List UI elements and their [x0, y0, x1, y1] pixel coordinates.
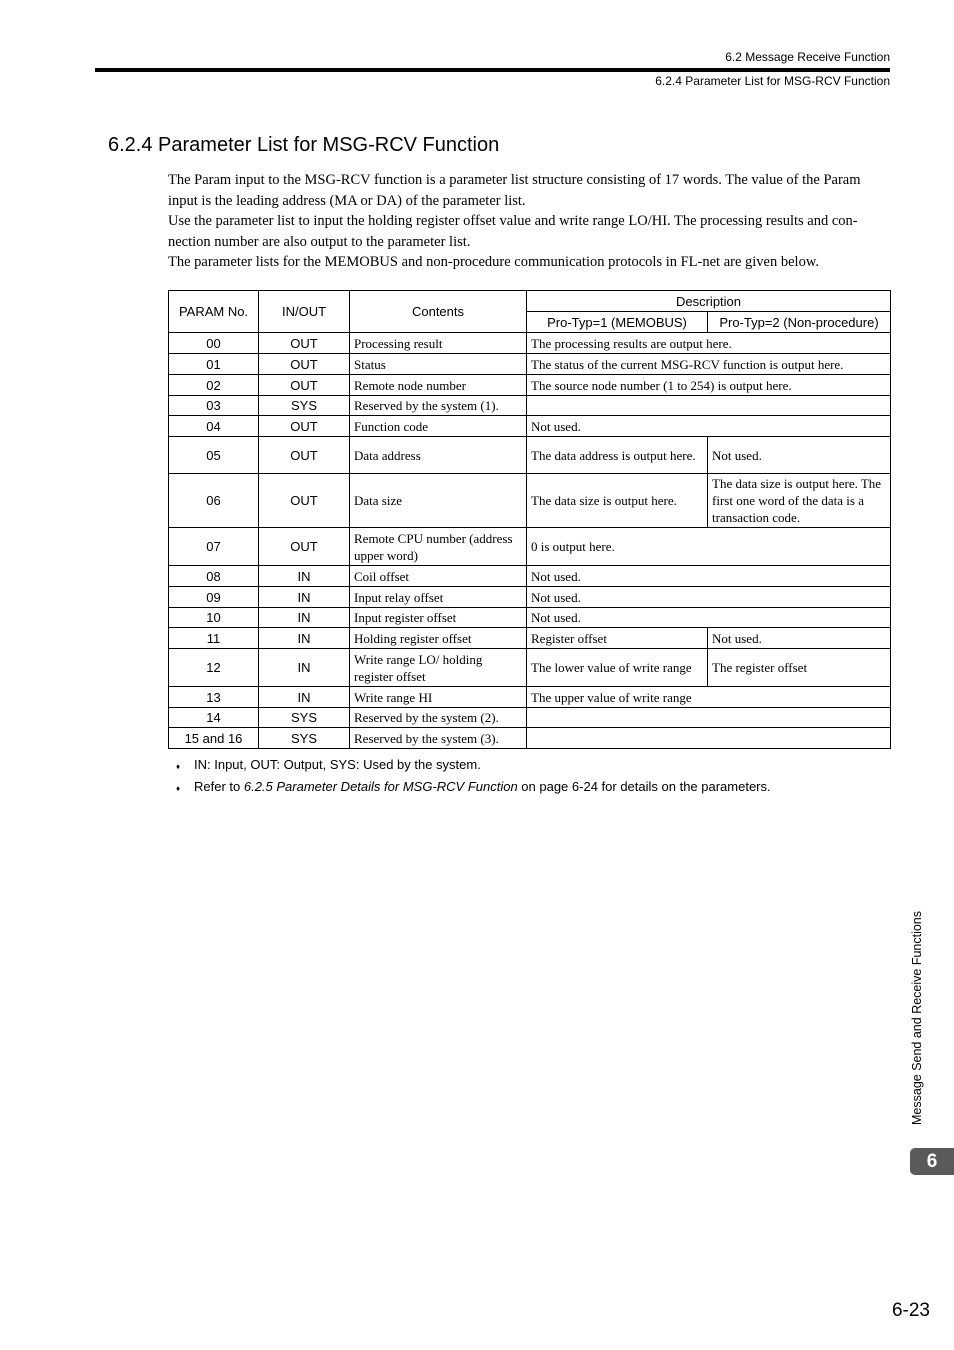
note-suffix: on page 6-24 for details on the parameters. — [517, 778, 771, 794]
param-contents: Holding register offset — [350, 628, 527, 649]
param-no: 03 — [169, 396, 259, 416]
param-description: The upper value of write range — [527, 687, 891, 708]
header-contents: Contents — [350, 291, 527, 333]
param-description: Not used. — [527, 566, 891, 587]
diamond-bullet-icon: ♦ — [176, 783, 181, 793]
header-param-no: PARAM No. — [169, 291, 259, 333]
param-description: 0 is output here. — [527, 528, 891, 566]
chapter-number-tab: 6 — [910, 1148, 954, 1175]
intro-paragraph-3: The parameter lists for the MEMOBUS and non-procedure communication protocols in FL-net are given below. — [168, 254, 819, 270]
param-description: Not used. — [527, 587, 891, 608]
note-item — [176, 777, 771, 799]
param-no: 02 — [169, 375, 259, 396]
table-notes — [176, 755, 771, 798]
param-description — [527, 728, 891, 749]
table-row — [169, 416, 891, 437]
param-io: IN — [259, 566, 350, 587]
param-contents: Coil offset — [350, 566, 527, 587]
param-no: 05 — [169, 437, 259, 474]
param-io: IN — [259, 587, 350, 608]
table-row — [169, 375, 891, 396]
param-no: 07 — [169, 528, 259, 566]
param-no: 04 — [169, 416, 259, 437]
param-io: IN — [259, 649, 350, 687]
table-row — [169, 628, 891, 649]
param-io: OUT — [259, 333, 350, 354]
table-row — [169, 649, 891, 687]
param-no: 00 — [169, 333, 259, 354]
param-description — [527, 396, 891, 416]
table-row — [169, 396, 891, 416]
param-contents: Input relay offset — [350, 587, 527, 608]
chapter-side-title: Message Send and Receive Functions — [910, 910, 924, 1125]
param-contents: Write range HI — [350, 687, 527, 708]
param-contents: Remote CPU number (address upper word) — [350, 528, 527, 566]
param-description: Not used. — [527, 416, 891, 437]
note-prefix: Refer to — [194, 778, 244, 794]
param-description — [527, 708, 891, 728]
table-row — [169, 474, 891, 528]
param-contents: Remote node number — [350, 375, 527, 396]
param-description: The source node number (1 to 254) is output here. — [527, 375, 891, 396]
param-io: OUT — [259, 416, 350, 437]
param-description-memobus: The data address is output here. — [527, 437, 708, 474]
param-no: 15 and 16 — [169, 728, 259, 749]
param-no: 01 — [169, 354, 259, 375]
diamond-bullet-icon: ♦ — [176, 762, 181, 771]
table-row — [169, 728, 891, 749]
param-io: IN — [259, 608, 350, 628]
param-description-memobus: Register offset — [527, 628, 708, 649]
param-io: SYS — [259, 728, 350, 749]
param-contents: Reserved by the system (3). — [350, 728, 527, 749]
table-row — [169, 608, 891, 628]
param-io: OUT — [259, 354, 350, 375]
table-row — [169, 354, 891, 375]
param-description-memobus: The lower value of write range — [527, 649, 708, 687]
param-io: SYS — [259, 396, 350, 416]
intro-paragraph-1: The Param input to the MSG-RCV function is a parameter list structure consisting of 17 words. The value of the Param input is the leading address (MA or DA) of the parameter list. — [168, 172, 861, 209]
intro-paragraph-2: Use the parameter list to input the holding register offset value and write range LO/HI. The processing results and con-nection number are also output to the parameter list. — [168, 213, 858, 250]
table-row — [169, 587, 891, 608]
section-title: 6.2.4 Parameter List for MSG-RCV Function — [108, 134, 500, 156]
header-description: Description — [527, 291, 891, 312]
running-header-subsection: 6.2.4 Parameter List for MSG-RCV Function — [655, 74, 890, 88]
param-description-memobus: The data size is output here. — [527, 474, 708, 528]
param-description-non-procedure: Not used. — [708, 437, 891, 474]
table-row — [169, 437, 891, 474]
table-row — [169, 333, 891, 354]
header-rule — [95, 68, 890, 72]
param-no: 09 — [169, 587, 259, 608]
param-no: 06 — [169, 474, 259, 528]
param-no: 13 — [169, 687, 259, 708]
note-text: IN: Input, OUT: Output, SYS: Used by the system. — [194, 757, 481, 772]
table-row — [169, 566, 891, 587]
param-description: The processing results are output here. — [527, 333, 891, 354]
param-contents: Write range LO/ holding register offset — [350, 649, 527, 687]
param-io: OUT — [259, 528, 350, 566]
param-contents: Input register offset — [350, 608, 527, 628]
param-io: OUT — [259, 474, 350, 528]
param-no: 12 — [169, 649, 259, 687]
param-contents: Processing result — [350, 333, 527, 354]
param-no: 08 — [169, 566, 259, 587]
header-in-out: IN/OUT — [259, 291, 350, 333]
param-description: The status of the current MSG-RCV function is output here. — [527, 354, 891, 375]
header-pro-typ-2: Pro-Typ=2 (Non-procedure) — [708, 312, 891, 333]
param-io: OUT — [259, 437, 350, 474]
note-text — [194, 777, 771, 797]
header-pro-typ-1: Pro-Typ=1 (MEMOBUS) — [527, 312, 708, 333]
running-header-section: 6.2 Message Receive Function — [725, 50, 890, 64]
param-contents: Status — [350, 354, 527, 375]
param-description: Not used. — [527, 608, 891, 628]
param-no: 10 — [169, 608, 259, 628]
param-description-non-procedure: Not used. — [708, 628, 891, 649]
param-io: OUT — [259, 375, 350, 396]
page-number: 6-23 — [891, 1300, 930, 1321]
cross-reference-link[interactable]: 6.2.5 Parameter Details for MSG-RCV Function — [243, 778, 518, 794]
table-row — [169, 708, 891, 728]
parameter-table — [168, 290, 891, 749]
param-io: IN — [259, 687, 350, 708]
param-io: IN — [259, 628, 350, 649]
param-no: 11 — [169, 628, 259, 649]
param-contents: Function code — [350, 416, 527, 437]
param-contents: Reserved by the system (1). — [350, 396, 527, 416]
intro-text — [168, 170, 893, 273]
param-contents: Reserved by the system (2). — [350, 708, 527, 728]
param-io: SYS — [259, 708, 350, 728]
table-row — [169, 528, 891, 566]
param-description-non-procedure: The data size is output here. The first one word of the data is a transaction code. — [708, 474, 891, 528]
note-item — [176, 755, 771, 777]
table-row — [169, 687, 891, 708]
param-no: 14 — [169, 708, 259, 728]
param-contents: Data address — [350, 437, 527, 474]
param-contents: Data size — [350, 474, 527, 528]
param-description-non-procedure: The register offset — [708, 649, 891, 687]
